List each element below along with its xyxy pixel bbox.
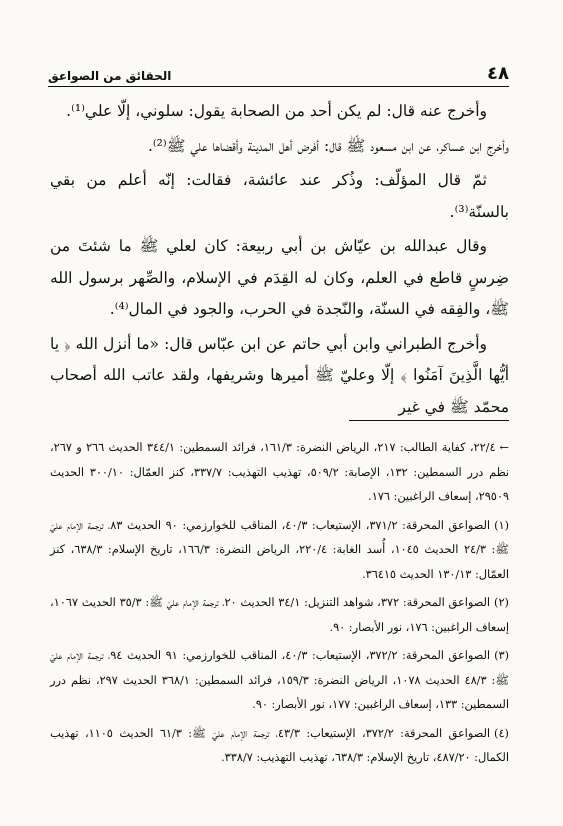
footnote-text: ٢٢/٤، كفاية الطالب: ٢١٧، الرياض النضرة: ١٦١/٣، فرائد السمطين: ٣٤٤/١ الحديث ٢٦٦ و ٢٦٧، نظم درر السمطين: ١٣٢، الإصابة: ٥٠٩/٢، تهذيب التهذيب: ٣٣٧/٧، كنز العمّال: ٣٠٠/١٠ الحديث ٢٩٥٠٩، إسعاف الراغبين: ١٧٦. [50,441,510,503]
main-text [50,96,509,426]
footnote-number: (٤) [494,726,509,740]
paragraph: ثمّ قال المؤلّف: وذُكر عند عائشة، فقالت: إنّه أعلم من بقي بالسنّة⁽³⁾. [50,171,509,221]
footnote-text: الصواعق المحرقة: ٣٧٢، شواهد التنزيل: ٣٤/١ الحديث ٢٠، ترجمة الإمام عليّ ﷺ: ٣٥/٣ الحديث ١٠٦٧، إسعاف الراغبين: ١٧٦، نور الأبصار: ٩٠. [50,596,509,634]
paragraph: وأخرج الطبراني وابن أبي حاتم عن ابن عبّاس قال: «ما أنزل الله ﴿ يا أيُّها الَّذِينَ آمَنُوا ﴾ إلّا وعليّ ﷺ أميرها وشريفها، ولقد عاتب الله أصحاب محمّد ﷺ في غير [50,334,509,416]
footnote-4 [50,722,509,771]
footnote-1 [50,514,509,588]
footnote-text: الصواعق المحرقة: ٣٧٢/٢، الإستيعاب: ٤٠/٣، المناقب للخوارزمي: ٩١ الحديث ٩٤، ترجمة الإمام عليّ ﷺ: ٤٨/٣ الحديث ١٠٧٨، الرياض النضرة: ١٥٩/٣، فرائد السمطين: ٣٦٨/١ الحديث ٢٩٧، نظم درر السمطين: ١٣٣، إسعاف الراغبين: ١٧٧، نور الأبصار: ٩٠. [50,649,509,711]
footnote-continuation [50,436,509,510]
footnote-3 [50,644,509,718]
footnote-separator [349,420,509,421]
page-number: ٤٨ [487,63,509,84]
footnotes [50,436,509,775]
footnote-text: الصواعق المحرقة: ٣٧٢/٢، الإستيعاب: ٤٣/٣، ترجمة الإمام عليّ ﷺ: ٦١/٣ الحديث ١١٠٥، تهذيب الكمال: ٤٨٧/٢٠، تاريخ الإسلام: ٦٣٨/٣، تهذيب التهذيب: ٣٣٨/٧. [50,726,509,764]
paragraph: وقال عبدالله بن عيّاش بن أبي ربيعة: كان لعلي ﷺ ما شئتَ من ضِرسٍ قاطع في العلم، وكان له القِدَم في الإسلام، والصِّهر برسول الله ﷺ، والفِقه في السنّة، والنّجدة في الحرب، والجود في المال⁽⁴⁾. [50,237,509,318]
continuation-arrow-icon: ← [499,441,509,454]
running-title: الحقائق من الصواعق [48,69,172,83]
footnote-number: (٢) [494,596,509,609]
footnote-number: (٣) [494,649,509,662]
footnote-number: (١) [494,518,509,532]
footnote-2 [50,591,509,640]
footnote-text: الصواعق المحرقة: ٣٧١/٢، الإستيعاب: ٤٠/٣، المناقب للخوارزمي: ٩٠ الحديث ٨٣، ترجمة الإمام عليّ ﷺ: ٢٤/٣ الحديث ١٠٤٥، أُسد الغابة: ٢٢٠/٤، الرياض النضرة: ١٦٦/٣، تاريخ الإسلام: ٦٣٨/٣، كنز العمّال: ١٣٠/١٣ الحديث ٣٦٤١٥. [50,518,509,581]
paragraph: وأخرج عنه قال: لم يكن أحد من الصحابة يقول: سلوني، إلّا علي⁽¹⁾. [66,102,487,120]
page-header [48,58,509,87]
paragraph: وأخرج ابن عساكر، عن ابن مسعود ﷺ قال: أفرض أهل المدينة وأقضاها علي ﷺ⁽²⁾. [147,136,509,155]
